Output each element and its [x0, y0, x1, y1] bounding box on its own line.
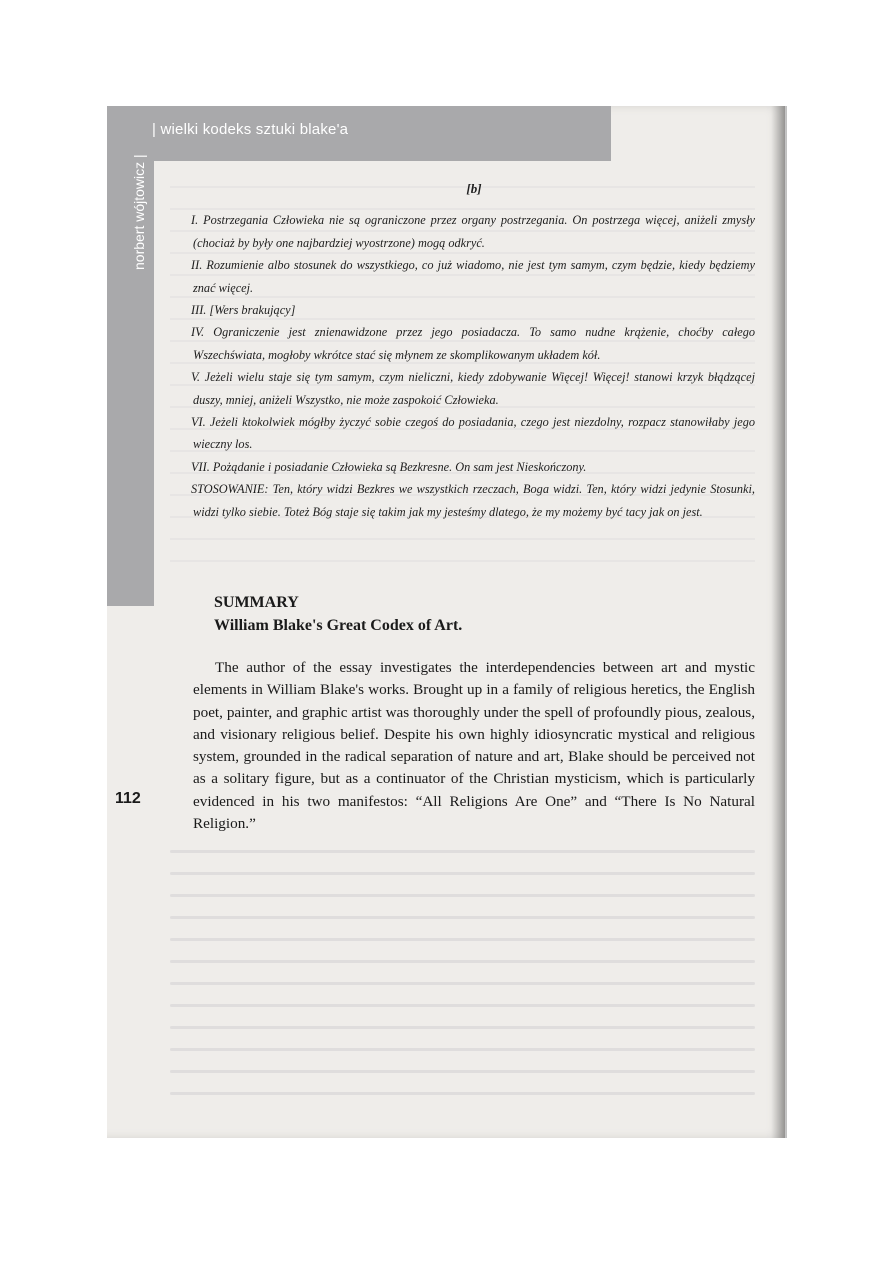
show-through-text-bottom [170, 850, 755, 1114]
summary-subtitle: William Blake's Great Codex of Art. [214, 617, 463, 634]
page-number: 112 [115, 790, 141, 807]
summary-heading: SUMMARY [214, 594, 299, 611]
page-gutter-shadow [771, 106, 787, 1138]
quote-paragraph: III. [Wers brakujący] [191, 303, 296, 318]
summary-heading-block [214, 591, 754, 637]
quote-paragraph: II. Rozumienie albo stosunek do wszystkiego, co już wiadomo, nie jest tym samym, czym będzie, kiedy będziemy znać więcej. [191, 258, 755, 295]
quote-heading: [b] [466, 181, 482, 196]
quoted-text-block [193, 178, 755, 523]
running-head: | wielki kodeks sztuki blake'a [152, 121, 349, 138]
author-vertical-label: norbert wójtowicz | [131, 154, 147, 270]
quote-paragraph: STOSOWANIE: Ten, który widzi Bezkres we wszystkich rzeczach, Boga widzi. Ten, który widzi jedynie Stosunki, widzi tylko siebie. Toteż Bóg staje się takim jak my jesteśmy dlatego, że my możemy być tacy jak on jest. [191, 482, 755, 519]
quote-paragraph: IV. Ograniczenie jest znienawidzone przez jego posiadacza. To samo nudne krążenie, choćby całego Wszechświata, mogłoby wkrótce stać się młynem ze skomplikowanym układem kół. [191, 325, 755, 362]
quote-paragraph: I. Postrzegania Człowieka nie są ograniczone przez organy postrzegania. On postrzega więcej, aniżeli zmysły (chociaż by były one najbardziej wyostrzone) mogą odkryć. [191, 213, 755, 250]
quote-paragraph: VI. Jeżeli ktokolwiek mógłby życzyć sobie czegoś do posiadania, czego jest niezdolny, rozpacz stanowiłaby jego wieczny los. [191, 415, 755, 452]
quote-paragraph: V. Jeżeli wielu staje się tym samym, czym nieliczni, kiedy zdobywanie Więcej! Więcej! stanowi krzyk błądzącej duszy, mniej, aniżeli Wszystko, nie może zaspokoić Człowieka. [191, 370, 755, 407]
summary-body [193, 657, 755, 835]
summary-paragraph: The author of the essay investigates the interdependencies between art and mystic elements in William Blake's works. Brought up in a family of religious heretics, the English poet, painter, and graphic artist was thoroughly under the spell of profoundly pious, zealous, and visionary religious belief. Despite his own highly idiosyncratic mystical and religious system, grounded in the radical separation of nature and art, Blake should be perceived not as a solitary figure, but as a continuator of the Christian mysticism, which is particularly evidenced in his two manifestos: “All Religions Are One” and “There Is No Natural Religion.” [193, 659, 755, 833]
quote-paragraph: VII. Pożądanie i posiadanie Człowieka są Bezkresne. On sam jest Nieskończony. [191, 459, 587, 474]
